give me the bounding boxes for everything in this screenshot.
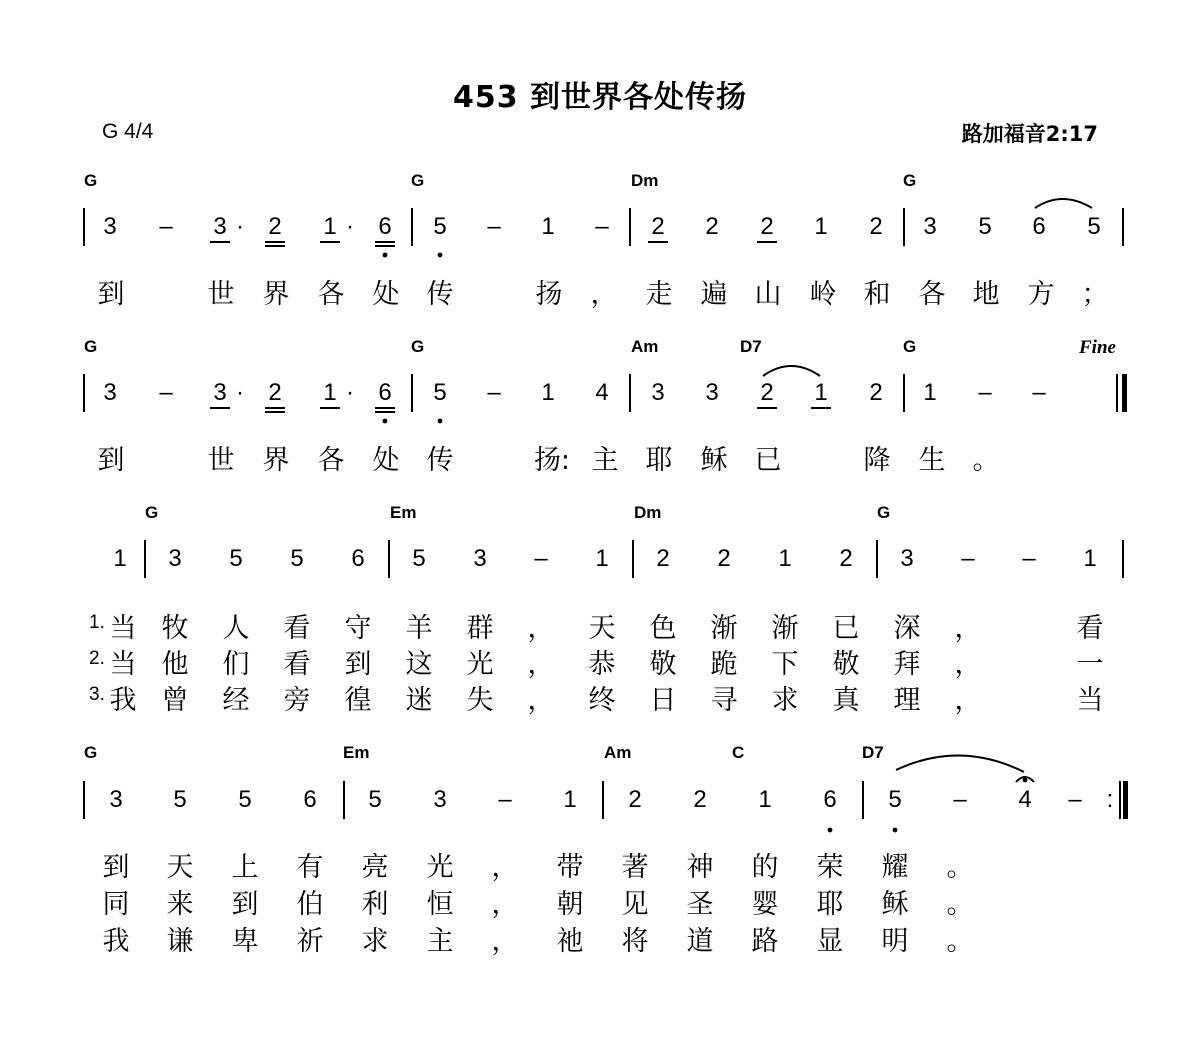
lyric-char: 稣: [881, 889, 909, 920]
lyric-char: 到: [231, 889, 259, 920]
note: 3: [473, 545, 487, 572]
lyric-char: 羊: [405, 613, 433, 644]
note-dot: ·: [346, 213, 354, 240]
lyric-char: ，: [527, 685, 555, 716]
verse-number: 3.: [89, 684, 105, 705]
note: 6: [1032, 213, 1046, 240]
lyric-char: 传: [426, 445, 454, 476]
note: 5: [229, 545, 243, 572]
barline: [629, 374, 631, 412]
fine-marking: Fine: [1079, 337, 1116, 358]
lyric-char: 看: [283, 613, 311, 644]
lyric-char: 将: [621, 926, 649, 957]
lyric-char: 当: [1076, 685, 1104, 716]
lyric-char: 光: [426, 852, 454, 883]
barline: [903, 374, 905, 412]
chord: G: [84, 337, 98, 356]
scripture-reference: 路加福音2:17: [961, 122, 1098, 146]
octave-dot: [438, 253, 443, 258]
lyric-char: 拜: [893, 649, 921, 680]
note: 5: [290, 545, 304, 572]
lyric-char: 当: [109, 613, 137, 644]
barline: [876, 540, 878, 578]
lyric-char: ，: [491, 926, 519, 957]
lyric-char: 谦: [166, 926, 194, 957]
lyric-char: 旁: [283, 685, 311, 716]
lyric-char: 终: [588, 685, 616, 716]
lyric-char: 们: [222, 649, 250, 680]
lyric-char: 我: [102, 926, 130, 957]
barline: [862, 781, 864, 819]
lyric-char: 曾: [161, 685, 189, 716]
lyric-char: 明: [881, 926, 909, 957]
note: –: [1068, 786, 1082, 813]
lyric-char: 看: [283, 649, 311, 680]
lyric-char: 日: [649, 685, 677, 716]
chord: G: [903, 337, 917, 356]
note: 3: [923, 213, 937, 240]
note: 1: [595, 545, 609, 572]
chord: G: [84, 743, 98, 762]
note: –: [159, 213, 173, 240]
lyric-char: 岭: [809, 279, 837, 310]
slur: [763, 366, 820, 376]
lyric-char: 。: [972, 445, 1000, 476]
lyric-char: 人: [222, 613, 250, 644]
note: –: [159, 379, 173, 406]
lyric-char: 著: [621, 852, 649, 883]
lyric-char: 我: [109, 685, 137, 716]
lyric-char: 色: [649, 613, 677, 644]
note: 1: [323, 213, 337, 240]
note-dot: ·: [346, 379, 354, 406]
lyric-char: 走: [645, 279, 673, 310]
lyric-char: ，: [954, 613, 982, 644]
lyric-char: 他: [161, 649, 189, 680]
note: 2: [268, 213, 282, 240]
final-barline-thin: [1116, 374, 1118, 412]
lyric-char: 同: [102, 889, 130, 920]
verse-number: 1.: [89, 612, 105, 633]
lyric-char: 世: [207, 445, 235, 476]
chord: G: [877, 503, 891, 522]
lyric-char: 天: [588, 613, 616, 644]
lyric-char: ，: [954, 685, 982, 716]
lyric-char: 各: [918, 279, 946, 310]
chord: D7: [862, 743, 884, 762]
lyric-char: 生: [918, 445, 946, 476]
barline: [83, 374, 85, 412]
note: 1: [541, 213, 555, 240]
note: 1: [541, 379, 555, 406]
chord: G: [84, 171, 98, 190]
lyric-char: 道: [686, 926, 714, 957]
note: 6: [303, 786, 317, 813]
lyric-char: 下: [771, 649, 799, 680]
lyric-char: 遍: [700, 279, 728, 310]
lyric-char: 扬: [535, 279, 563, 310]
repeat-sign: :: [1106, 786, 1114, 813]
lyric-char: 祂: [556, 926, 584, 957]
lyric-char: 迷: [405, 685, 433, 716]
lyric-char: 有: [296, 852, 324, 883]
note: 6: [823, 786, 837, 813]
octave-dot: [1023, 778, 1028, 783]
lyric-char: 亮: [361, 852, 389, 883]
lyric-char: 界: [262, 279, 290, 310]
lyric-char: 耶: [645, 445, 673, 476]
chord: G: [411, 337, 425, 356]
barline: [144, 540, 146, 578]
lyric-char: 山: [754, 279, 782, 310]
lyric-char: 求: [771, 685, 799, 716]
lyric-char: 失: [466, 685, 494, 716]
lyric-char: 卑: [231, 926, 259, 957]
lyric-char: 扬:: [533, 445, 571, 476]
note: –: [498, 786, 512, 813]
lyric-char: ，: [954, 649, 982, 680]
note: 1: [923, 379, 937, 406]
lyric-char: 求: [361, 926, 389, 957]
lyric-char: 耀: [881, 852, 909, 883]
lyric-char: 界: [262, 445, 290, 476]
chord: C: [732, 743, 745, 762]
chord: Em: [343, 743, 370, 762]
lyric-char: 到: [97, 279, 125, 310]
lyric-char: 降: [863, 445, 891, 476]
note: 1: [1083, 545, 1097, 572]
note: 3: [168, 545, 182, 572]
note: 3: [705, 379, 719, 406]
note: 5: [978, 213, 992, 240]
note: 1: [113, 545, 127, 572]
lyric-char: 渐: [771, 613, 799, 644]
lyric-char: 世: [207, 279, 235, 310]
lyric-char: 这: [405, 649, 433, 680]
chord: G: [411, 171, 425, 190]
lyric-char: 跪: [710, 649, 738, 680]
lyric-char: 来: [166, 889, 194, 920]
lyric-char: 到: [344, 649, 372, 680]
note: –: [487, 379, 501, 406]
key-time-signature: G 4/4: [102, 120, 154, 143]
chord: Dm: [634, 503, 662, 522]
lyric-char: 主: [591, 445, 619, 476]
note: 6: [351, 545, 365, 572]
note: 1: [563, 786, 577, 813]
chord: Am: [604, 743, 632, 762]
note: –: [1022, 545, 1036, 572]
lyric-char: 恭: [588, 649, 616, 680]
note: 3: [103, 213, 117, 240]
verse-number: 2.: [89, 648, 105, 669]
note: 6: [378, 379, 392, 406]
note: 4: [595, 379, 609, 406]
lyric-char: 见: [621, 889, 649, 920]
note: 2: [651, 213, 665, 240]
lyric-char: 主: [426, 926, 454, 957]
lyric-char: 经: [222, 685, 250, 716]
octave-dot: [383, 419, 388, 424]
lyric-char: 理: [893, 685, 921, 716]
octave-dot: [893, 828, 898, 833]
lyric-char: 光: [466, 649, 494, 680]
note: 3: [433, 786, 447, 813]
note: 3: [103, 379, 117, 406]
lyric-char: 各: [317, 445, 345, 476]
note: 2: [628, 786, 642, 813]
chord: Dm: [631, 171, 659, 190]
note: 2: [760, 213, 774, 240]
fermata: [1016, 777, 1034, 782]
lyric-char: 已: [832, 613, 860, 644]
lyric-char: 。: [946, 852, 974, 883]
final-barline-thick: [1122, 374, 1127, 412]
chord: Am: [631, 337, 659, 356]
barline: [1122, 208, 1124, 246]
lyric-char: 处: [372, 445, 400, 476]
lyric-char: 上: [231, 852, 259, 883]
chord: G: [145, 503, 159, 522]
lyric-char: 。: [946, 926, 974, 957]
lyric-char: 敬: [649, 649, 677, 680]
lyric-char: ，: [527, 613, 555, 644]
note: 1: [814, 379, 828, 406]
lyric-char: 到: [102, 852, 130, 883]
lyric-char: 徨: [344, 685, 372, 716]
lyric-char: 利: [361, 889, 389, 920]
barline: [1122, 540, 1124, 578]
barline: [629, 208, 631, 246]
note: 1: [778, 545, 792, 572]
lyric-char: 的: [751, 852, 779, 883]
barline: [411, 374, 413, 412]
lyric-char: 稣: [700, 445, 728, 476]
lyric-char: 神: [686, 852, 714, 883]
note: 5: [1087, 213, 1101, 240]
lyric-char: ；: [1081, 279, 1109, 310]
lyric-char: 深: [893, 613, 921, 644]
lyric-char: 显: [816, 926, 844, 957]
chord: Em: [390, 503, 417, 522]
note: 1: [758, 786, 772, 813]
note: 5: [368, 786, 382, 813]
lyric-char: ，: [527, 649, 555, 680]
lyric-char: ，: [491, 852, 519, 883]
note: 3: [213, 213, 227, 240]
lyric-char: 恒: [426, 889, 454, 920]
note-dot: ·: [236, 379, 244, 406]
note: –: [978, 379, 992, 406]
note: –: [595, 213, 609, 240]
lyric-char: 方: [1027, 279, 1055, 310]
lyric-char: 婴: [751, 889, 779, 920]
lyric-char: 天: [166, 852, 194, 883]
lyric-char: 已: [754, 445, 782, 476]
note: 1: [814, 213, 828, 240]
lyric-char: 敬: [832, 649, 860, 680]
note: –: [961, 545, 975, 572]
lyric-char: 耶: [816, 889, 844, 920]
slur: [1035, 199, 1092, 208]
barline: [903, 208, 905, 246]
chord: D7: [740, 337, 762, 356]
lyric-char: 。: [946, 889, 974, 920]
note: 5: [238, 786, 252, 813]
lyric-char: 传: [426, 279, 454, 310]
octave-dot: [438, 419, 443, 424]
lyric-char: 牧: [161, 613, 189, 644]
lyric-char: 荣: [816, 852, 844, 883]
note: 3: [213, 379, 227, 406]
lyric-char: ，: [491, 889, 519, 920]
barline: [388, 540, 390, 578]
note: 2: [693, 786, 707, 813]
note: 5: [433, 213, 447, 240]
note: –: [1032, 379, 1046, 406]
note: –: [487, 213, 501, 240]
barline: [83, 781, 85, 819]
lyric-char: 路: [751, 926, 779, 957]
lyric-char: 渐: [710, 613, 738, 644]
note: 5: [173, 786, 187, 813]
note: 4: [1018, 786, 1032, 813]
note: 1: [323, 379, 337, 406]
lyric-char: 真: [832, 685, 860, 716]
note: 5: [412, 545, 426, 572]
lyric-char: 到: [97, 445, 125, 476]
note: 2: [869, 379, 883, 406]
hymn-title: 453 到世界各处传扬: [452, 80, 748, 115]
barline: [602, 781, 604, 819]
lyric-char: 处: [372, 279, 400, 310]
note: –: [534, 545, 548, 572]
barline: [411, 208, 413, 246]
lyric-char: 寻: [710, 685, 738, 716]
lyric-char: 地: [972, 279, 1000, 310]
lyric-char: 守: [344, 613, 372, 644]
lyric-char: 圣: [686, 889, 714, 920]
note: 5: [433, 379, 447, 406]
note: 2: [705, 213, 719, 240]
note: 3: [900, 545, 914, 572]
note: 2: [839, 545, 853, 572]
note: 3: [651, 379, 665, 406]
barline: [632, 540, 634, 578]
slur: [896, 755, 1024, 772]
lyric-char: 一: [1076, 649, 1104, 680]
lyric-char: 朝: [556, 889, 584, 920]
note: 2: [869, 213, 883, 240]
note: 2: [656, 545, 670, 572]
lyric-char: 群: [466, 613, 494, 644]
lyric-char: 伯: [296, 889, 324, 920]
lyric-char: 带: [556, 852, 584, 883]
octave-dot: [828, 828, 833, 833]
octave-dot: [383, 253, 388, 258]
lyric-char: 祈: [296, 926, 324, 957]
lyric-char: 看: [1076, 613, 1104, 644]
barline: [343, 781, 345, 819]
lyric-char: ，: [590, 279, 618, 310]
note: 5: [888, 786, 902, 813]
barline: [83, 208, 85, 246]
lyric-char: 当: [109, 649, 137, 680]
note: 6: [378, 213, 392, 240]
note: –: [953, 786, 967, 813]
note: 2: [268, 379, 282, 406]
note: 2: [717, 545, 731, 572]
note-dot: ·: [236, 213, 244, 240]
repeat-barline-thick: [1123, 781, 1128, 819]
note: 3: [109, 786, 123, 813]
lyric-char: 各: [317, 279, 345, 310]
lyric-char: 和: [863, 279, 891, 310]
chord: G: [903, 171, 917, 190]
note: 2: [760, 379, 774, 406]
